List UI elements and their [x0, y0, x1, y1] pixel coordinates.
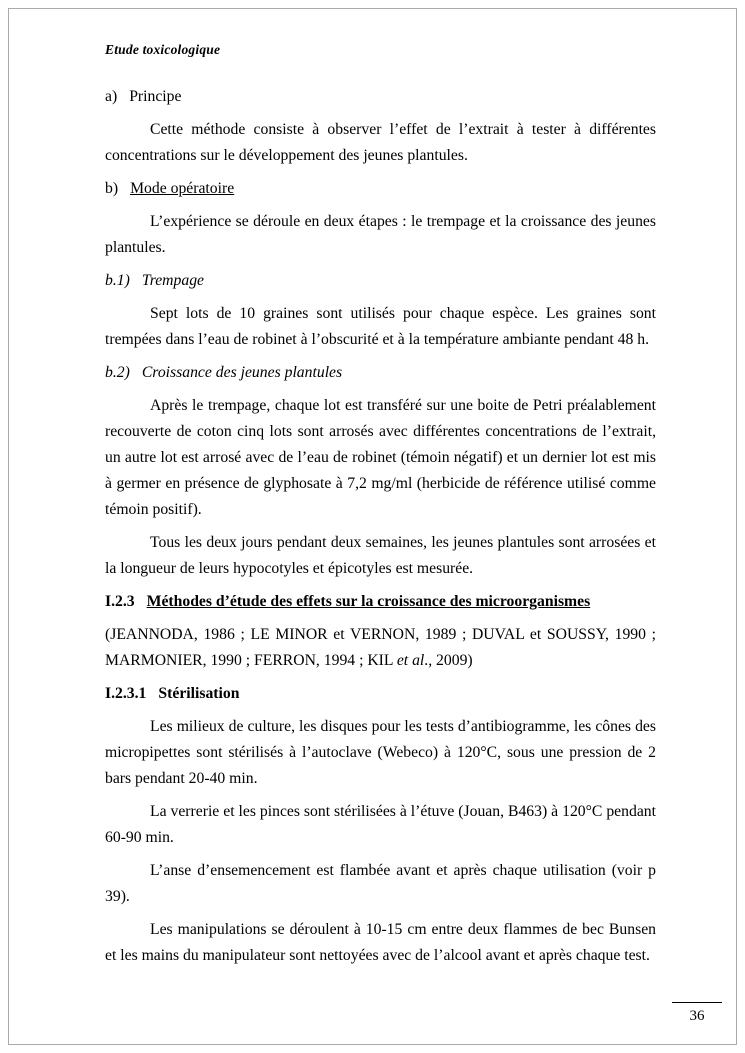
heading-text: Principe	[129, 88, 182, 105]
heading-label: b.1)	[105, 272, 130, 289]
section-heading-b	[105, 176, 656, 202]
footer-divider	[672, 1002, 722, 1003]
heading-label: a)	[105, 88, 118, 105]
citation-paragraph	[105, 622, 656, 674]
document-body	[105, 84, 656, 976]
section-heading-b1	[105, 268, 656, 294]
heading-label: I.2.3	[105, 593, 135, 610]
heading-label: b.2)	[105, 364, 130, 381]
paragraph: L’anse d’ensemencement est flambée avant et après chaque utilisation (voir p 39).	[105, 862, 656, 905]
citation-prefix: (JEANNODA, 1986 ; LE MINOR et VERNON, 1989 ; DUVAL et SOUSSY, 1990 ; MARMONIER, 1990 ; FERRON, 1994 ; KIL	[105, 626, 656, 669]
paragraph: Après le trempage, chaque lot est transféré sur une boite de Petri préalablement recouverte de coton cinq lots sont arrosés avec différentes concentrations de l’extrait, un autre lot est arrosé avec de l’eau de robinet (témoin négatif) et un dernier lot est mis à germer en présence de glyphosate à 7,2 mg/ml (herbicide de référence utilisé comme témoin positif).	[105, 397, 656, 518]
paragraph: Tous les deux jours pendant deux semaines, les jeunes plantules sont arrosées et la longueur de leurs hypocotyles et épicotyles est mesurée.	[105, 534, 656, 577]
section-heading-i23	[105, 589, 656, 615]
citation-suffix: ., 2009)	[424, 652, 473, 669]
page-number: 36	[689, 1008, 705, 1024]
heading-text: Trempage	[141, 272, 205, 289]
citation-et-al: et al	[396, 652, 425, 669]
heading-text: Mode opératoire	[130, 180, 235, 197]
heading-text: Stérilisation	[158, 685, 240, 702]
paragraph: Les milieux de culture, les disques pour les tests d’antibiogramme, les cônes des micropipettes sont stérilisés à l’autoclave (Webeco) à 120°C, sous une pression de 2 bars pendant 20-40 min.	[105, 718, 656, 787]
heading-text: Croissance des jeunes plantules	[141, 364, 343, 381]
paragraph: Les manipulations se déroulent à 10-15 cm entre deux flammes de bec Bunsen et les mains du manipulateur sont nettoyées avec de l’alcool avant et après chaque test.	[105, 921, 656, 964]
section-heading-a	[105, 84, 656, 110]
heading-label: b)	[105, 180, 119, 197]
heading-text: Méthodes d’étude des effets sur la croissance des microorganismes	[146, 593, 591, 610]
paragraph: La verrerie et les pinces sont stérilisées à l’étuve (Jouan, B463) à 120°C pendant 60-90 min.	[105, 803, 656, 846]
paragraph: Cette méthode consiste à observer l’effet de l’extrait à tester à différentes concentrations sur le développement des jeunes plantules.	[105, 121, 656, 164]
running-header: Etude toxicologique	[105, 42, 221, 57]
page-footer	[672, 1002, 722, 1025]
section-heading-b2	[105, 360, 656, 386]
paragraph: Sept lots de 10 graines sont utilisés pour chaque espèce. Les graines sont trempées dans l’eau de robinet à l’obscurité et à la température ambiante pendant 48 h.	[105, 305, 656, 348]
paragraph: L’expérience se déroule en deux étapes : le trempage et la croissance des jeunes plantules.	[105, 213, 656, 256]
section-heading-i231	[105, 681, 656, 707]
heading-label: I.2.3.1	[105, 685, 147, 702]
